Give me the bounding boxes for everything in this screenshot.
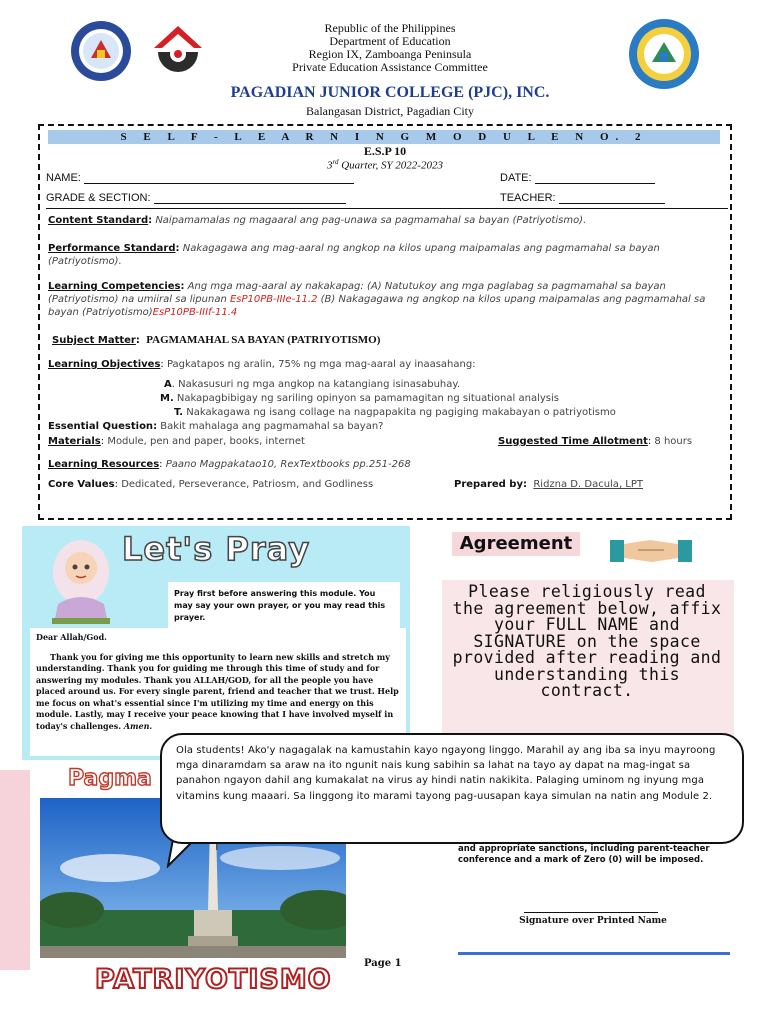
- time-label: Suggested Time Allotment: [498, 436, 648, 447]
- values-text: Dedicated, Perseverance, Patriosm, and Godliness: [121, 479, 374, 490]
- prepared-by: [454, 478, 724, 491]
- deped-seal-icon: [70, 20, 132, 82]
- resources-text: Paano Magpakatao10, RexTextbooks pp.251-268: [165, 459, 411, 470]
- subject-matter: Subject Matter: PAGMAMAHAL SA BAYAN (PATRIYOTISMO): [52, 334, 381, 346]
- date-input-line[interactable]: [535, 173, 655, 184]
- objective-text: Nakakagawa ng isang collage na nagpapakita ng pagiging makabayan o patriyotismo: [183, 407, 616, 418]
- agreement-terms: and appropriate sanctions, including parent-teacher conference and a mark of Zero (0) will be imposed.: [458, 843, 710, 865]
- materials-text: Module, pen and paper, books, internet: [107, 436, 305, 447]
- name-input-line[interactable]: [84, 173, 354, 184]
- learning-competencies: Learning Competencies: Ang mga mag-aaral ay nakakapag: (A) Natutukoy ang mga paglabag sa pagmamahal sa bayan (Patriyotismo) na umiiral sa lipunan EsP10PB-IIIe-11.2 (B) Nakagagawa ng angkop na kilos upang maipamalas ang pagmamahal sa bayan (Patriyotismo)EsP10PB-IIIf-11.4: [48, 281, 706, 318]
- learning-objectives: Learning Objectives: Pagkatapos ng aralin, 75% ng mga mag-aaral ay inaasahang:: [48, 359, 476, 370]
- grade-field[interactable]: [46, 192, 346, 204]
- greeting-message: Ola students! Ako'y nagagalak na kamustahin kayo ngayong linggo. Marahil ay ang iba sa inyu mayroong mga dinaramdam sa araw na ito ngunit nais kung sabihin sa lahat na tayo ay dapat na mag-ingat sa panahon ngayon dahil ang kumakalat na virus ay hindi natin nakikita. Palaging uminom ng inyung mga vitamins kung maaari. Sa linggong ito marami tayong pag-uusapan kaya simulan na natin ang Module 2.: [176, 745, 716, 802]
- grade-input-line[interactable]: [154, 193, 346, 204]
- module-info-box: [38, 124, 732, 520]
- pjc-seal-icon: [628, 18, 700, 90]
- teacher-field[interactable]: [500, 192, 665, 204]
- name-field[interactable]: [46, 172, 354, 184]
- competency-b-code: EsP10PB-IIIf-11.4: [152, 307, 238, 318]
- subject-matter-text: PAGMAMAHAL SA BAYAN (PATRIYOTISMO): [146, 334, 381, 346]
- quarter-text: Quarter, SY 2022-2023: [338, 159, 443, 172]
- objective-item: [164, 378, 460, 391]
- competency-a-code: EsP10PB-IIIe-11.2: [229, 294, 318, 305]
- prayer-body: Thank you for giving me this opportunity to learn new skills and stretch my understanding. Thank you for guiding me through this time of study and for answering my modules. Thank you ALLAH/GOD, for all the people you have placed around us. For every single parent, friend and teacher that we trust. Help me focus on what's essential since I'm utilizing my time and energy on this module. Lastly, may I receive your peace knowing that I have involved myself in today's challenges.: [36, 651, 399, 731]
- objective-text: . Nakasusuri ng mga angkop na katangiang isinasabuhay.: [171, 379, 461, 390]
- agreement-instructions: Please religiously read the agreement below, affix your FULL NAME and SIGNATURE on the space provided after reading and understanding this contract.: [452, 582, 722, 700]
- performance-standard-label: Performance Standard: [48, 243, 176, 254]
- agreement-title: Agreement: [452, 532, 580, 556]
- objective-item: [160, 392, 559, 405]
- module-subject: E.S.P 10: [363, 144, 407, 158]
- quarter-suffix: rd: [332, 158, 339, 166]
- lets-pray-title: Let's Pray: [122, 530, 311, 568]
- performance-standard: Performance Standard: Nakagagawa ang mag-aaral ng angkop na kilos upang maipamalas ang pagmamahal sa bayan (Patriyotismo).: [48, 243, 660, 267]
- divider: [458, 952, 730, 955]
- competency-b-text: (B) Nakagagawa ng angkop na kilos upang maipamalas ang pagmamahal sa bayan (Patriyotismo): [48, 294, 706, 318]
- performance-standard-text: Nakagagawa ang mag-aaral ng angkop na kilos upang maipamalas ang pagmamahal sa bayan (Patriyotismo).: [48, 243, 660, 267]
- time-text: 8 hours: [654, 436, 693, 447]
- objective-letter: T.: [174, 407, 184, 418]
- signature-line[interactable]: [524, 912, 658, 913]
- essential-question: Essential Question: Bakit mahalaga ang pagmamahal sa bayan?: [48, 421, 384, 432]
- lets-pray-panel: [22, 526, 410, 760]
- prayer-greeting: Dear Allah/God.: [36, 632, 107, 642]
- signature-label: Signature over Printed Name: [519, 916, 667, 926]
- essential-text: Bakit mahalaga ang pagmamahal sa bayan?: [160, 421, 384, 432]
- competency-a-text: Ang mga mag-aaral ay nakakapag: (A) Natutukoy ang mga paglabag sa pagmamahal sa bayan (Patriyotismo) na umiiral sa lipunan: [48, 281, 666, 305]
- peac-logo-icon: [150, 22, 206, 78]
- objective-text: Nakapagbibigay ng sariling opinyon sa pamamagitan ng situational analysis: [173, 393, 559, 404]
- competencies-label: Learning Competencies: [48, 281, 181, 292]
- praying-girl-icon: [46, 534, 116, 626]
- patriyotismo-title: PATRIYOTISMO: [95, 964, 332, 995]
- module-title: S E L F - L E A R N I N G M O D U L E N O. 2: [48, 130, 720, 144]
- pagmamahal-title: Pagma: [68, 766, 152, 791]
- objective-letter: A: [164, 379, 172, 390]
- subject-matter-label: Subject Matter: [52, 335, 136, 346]
- header-line: Department of Education: [329, 34, 451, 48]
- time-allotment: Suggested Time Allotment: 8 hours: [498, 436, 693, 447]
- content-standard: Content Standard: Naipamamalas ng magaaral ang pag-unawa sa pagmamahal sa bayan (Patriyotismo).: [48, 215, 587, 226]
- teacher-label: TEACHER:: [500, 192, 556, 204]
- header-line: Private Education Assistance Committee: [292, 60, 488, 74]
- resources-label: Learning Resources: [48, 459, 160, 470]
- values-label: Core Values: [48, 479, 115, 490]
- objectives-intro: Pagkatapos ng aralin, 75% ng mga mag-aaral ay inaasahang:: [166, 359, 476, 370]
- school-district: Balangasan District, Pagadian City: [306, 104, 474, 118]
- learning-resources: Learning Resources: Paano Magpakatao10, RexTextbooks pp.251-268: [48, 459, 411, 470]
- objective-letter: M.: [160, 393, 174, 404]
- essential-label: Essential Question: [48, 421, 154, 432]
- handshake-icon: [608, 530, 694, 568]
- decorative-band: [0, 770, 30, 970]
- date-field[interactable]: [500, 172, 655, 184]
- quarter-number: 3: [327, 159, 333, 172]
- header-lines: [200, 22, 580, 74]
- name-label: NAME:: [46, 172, 81, 184]
- header-line: Republic of the Philippines: [324, 21, 456, 35]
- divider: [46, 208, 728, 209]
- prayer-amen: Amen.: [123, 720, 153, 731]
- grade-label: GRADE & SECTION:: [46, 192, 151, 204]
- materials-label: Materials: [48, 436, 101, 447]
- prepared-label: Prepared by:: [454, 479, 527, 490]
- objective-item: [174, 406, 616, 419]
- school-name: PAGADIAN JUNIOR COLLEGE (PJC), INC.: [230, 84, 550, 101]
- module-quarter: [40, 158, 730, 172]
- page-number: Page 1: [364, 958, 402, 969]
- header-line: Region IX, Zamboanga Peninsula: [308, 47, 472, 61]
- content-standard-label: Content Standard: [48, 215, 149, 226]
- teacher-input-line[interactable]: [559, 193, 665, 204]
- pray-instruction: Pray first before answering this module. You may say your own prayer, or you may read this prayer.: [168, 582, 400, 630]
- date-label: DATE:: [500, 172, 532, 184]
- content-standard-text: Naipamamalas ng magaaral ang pag-unawa sa pagmamahal sa bayan (Patriyotismo).: [155, 215, 587, 226]
- core-values: Core Values: Dedicated, Perseverance, Patriosm, and Godliness: [48, 479, 374, 490]
- objectives-label: Learning Objectives: [48, 359, 161, 370]
- prepared-text: Ridzna D. Dacula, LPT: [533, 479, 644, 490]
- materials: Materials: Module, pen and paper, books, internet: [48, 436, 305, 447]
